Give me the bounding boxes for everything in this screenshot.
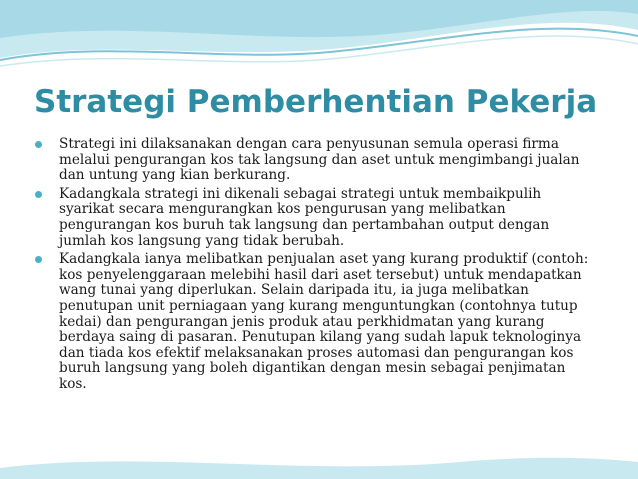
bullet-text: Kadangkala strategi ini dikenali sebagai strategi untuk membaikpulih syarikat secara mengurangkan kos pengurusan yang melibatkan pengurangan kos buruh tak langsung dan pertambahan output dengan jumlah kos langsung yang tidak berubah. — [59, 185, 550, 249]
bullet-item — [34, 187, 594, 249]
bullet-dot-icon — [35, 141, 42, 148]
bullet-text: Strategi ini dilaksanakan dengan cara penyusunan semula operasi firma melalui pengurangan kos tak langsung dan aset untuk mengimbangi jualan dan untung yang kian berkurang. — [59, 136, 580, 184]
bullet-item — [34, 137, 594, 184]
bullet-item — [34, 252, 594, 392]
bullet-list — [34, 137, 594, 396]
bullet-dot-icon — [35, 191, 42, 198]
bullet-text: Kadangkala ianya melibatkan penjualan aset yang kurang produktif (contoh: kos penyelenggaraan melebihi hasil dari aset tersebut) untuk mendapatkan wang tunai yang diperlukan. Selain daripada itu, ia juga melibatkan penutupan unit perniagaan yang kurang menguntungkan (contohnya tutup kedai) dan pengurangan jenis produk atau perkhidmatan yang kurang berdaya saing di pasaran. Penutupan kilang yang sudah lapuk teknologinya dan tiada kos efektif melaksanakan proses automasi dan pengurangan kos buruh langsung yang boleh digantikan dengan mesin sebagai penjimatan kos. — [59, 251, 589, 392]
bullet-dot-icon — [35, 256, 42, 263]
slide-title: Strategi Pemberhentian Pekerja — [34, 84, 598, 120]
